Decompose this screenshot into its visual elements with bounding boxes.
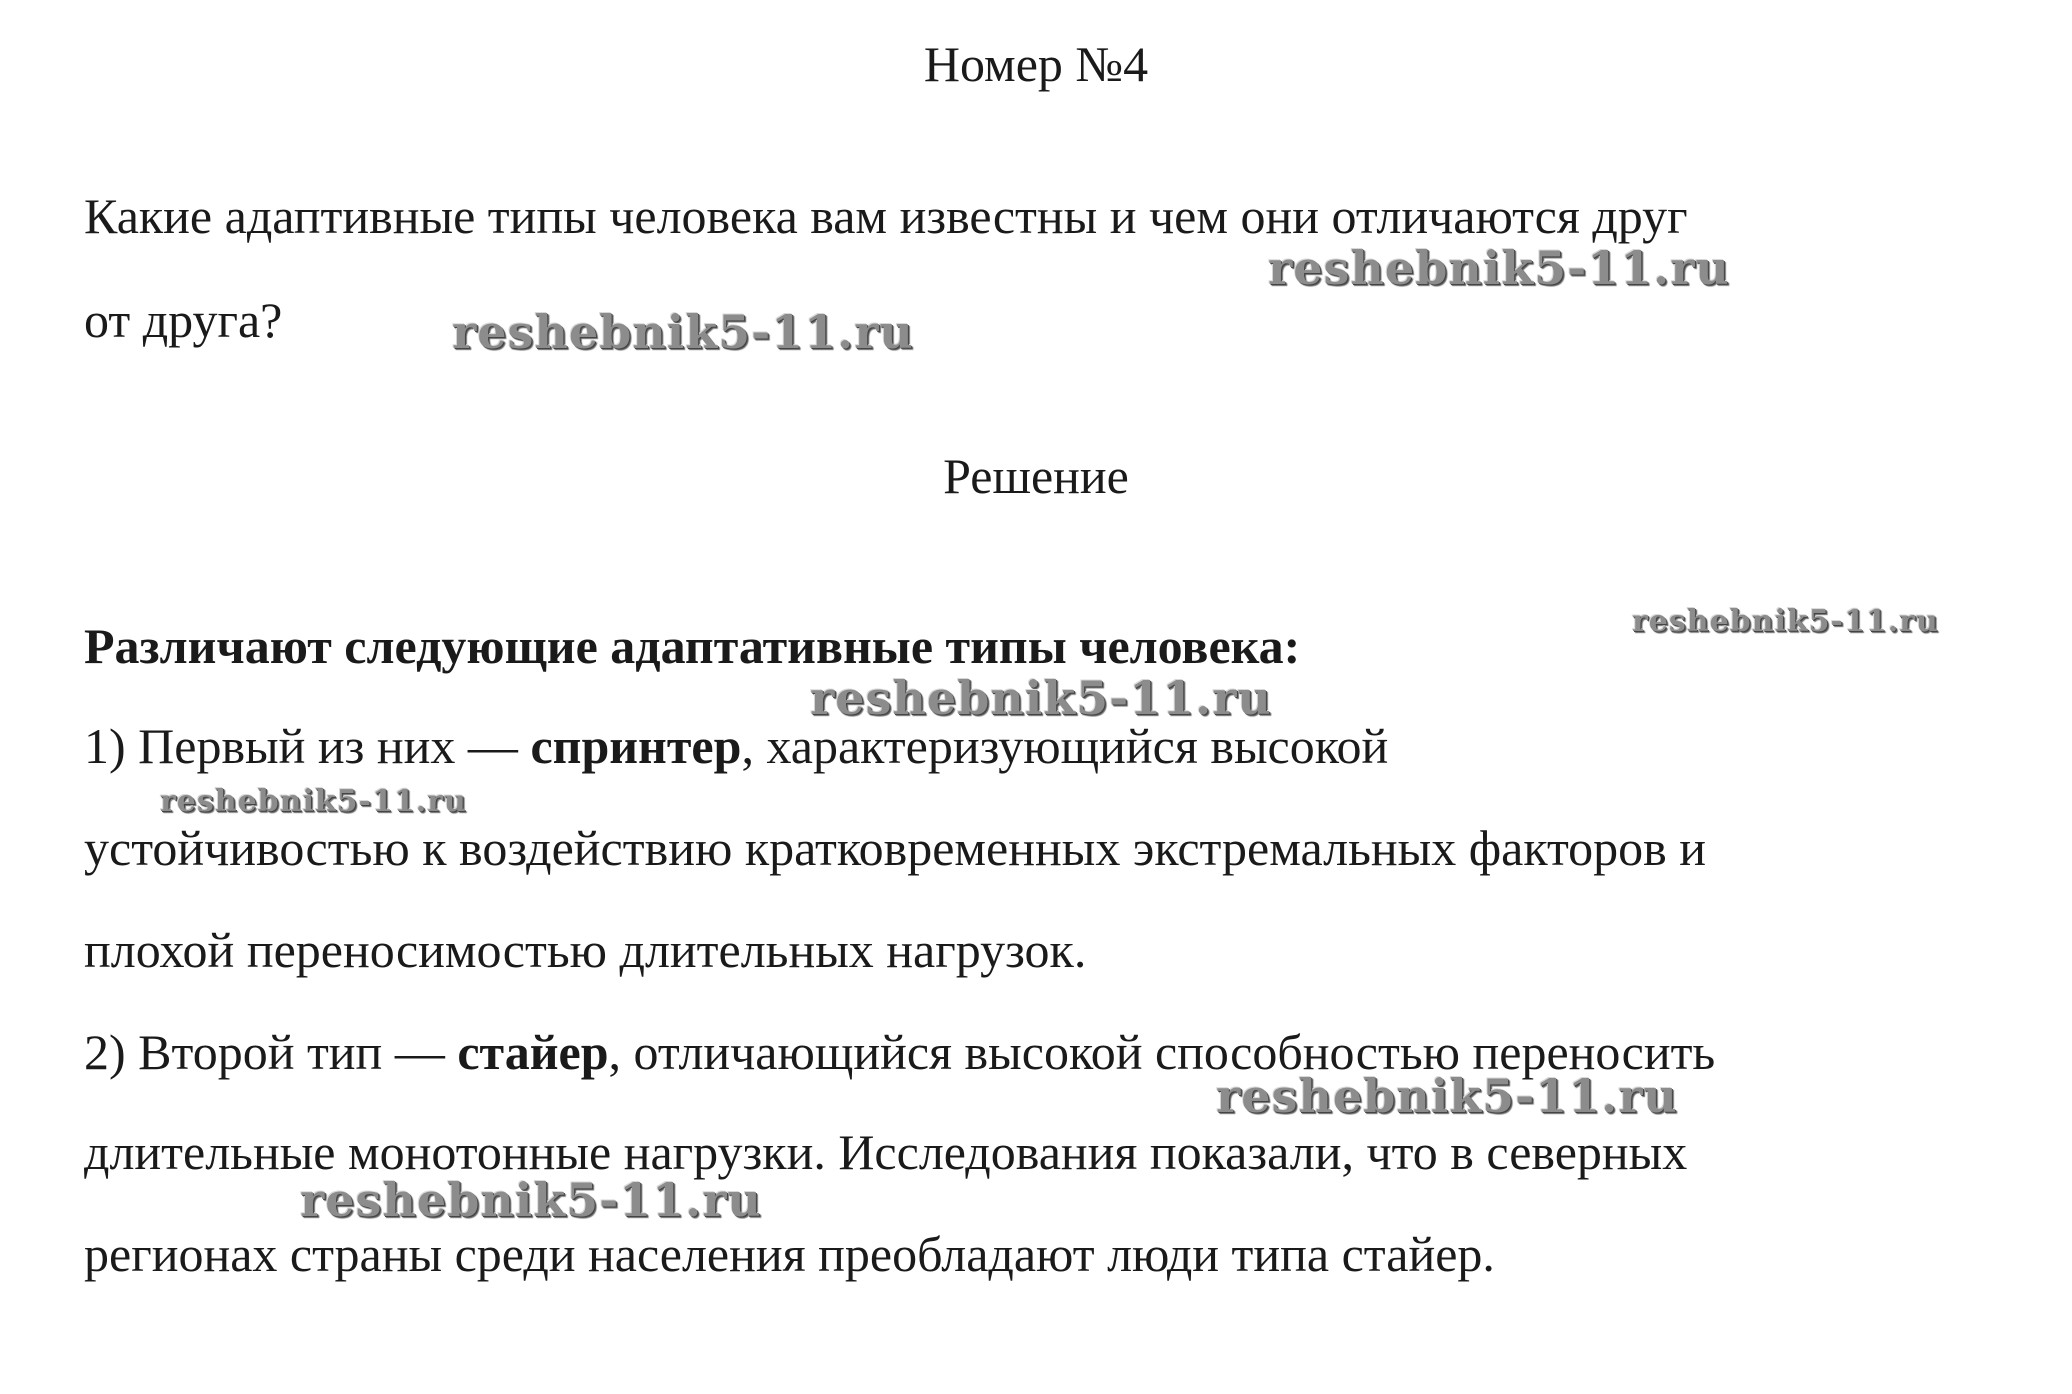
item-1-line-3: плохой переносимостью длительных нагрузок. bbox=[84, 922, 1087, 978]
watermark: reshebnik5-11.ru bbox=[160, 784, 467, 819]
watermark: reshebnik5-11.ru bbox=[300, 1173, 762, 1227]
watermark: reshebnik5-11.ru bbox=[1216, 1069, 1678, 1123]
watermark: reshebnik5-11.ru bbox=[1632, 604, 1939, 639]
item-1-term: спринтер bbox=[530, 718, 742, 774]
solution-intro: Различают следующие адаптативные типы человека: bbox=[84, 618, 1301, 674]
item-1-line-1 bbox=[84, 716, 1388, 776]
watermark: reshebnik5-11.ru bbox=[810, 671, 1272, 725]
item-1-line-2: устойчивостью к воздействию кратковременных экстремальных факторов и bbox=[84, 820, 1707, 876]
item-2-prefix: 2) Второй тип — bbox=[84, 1024, 458, 1080]
item-2-term: стайер bbox=[457, 1024, 609, 1080]
item-1-prefix: 1) Первый из них — bbox=[84, 718, 531, 774]
question-line-1: Какие адаптивные типы человека вам известны и чем они отличаются друг bbox=[84, 188, 1688, 244]
solution-heading: Решение bbox=[943, 448, 1129, 504]
page-title: Номер №4 bbox=[923, 36, 1149, 92]
item-1-suffix: , характеризующийся высокой bbox=[741, 718, 1389, 774]
item-2-line-3: регионах страны среди населения преобладают люди типа стайер. bbox=[84, 1226, 1495, 1282]
question-line-2: от друга? bbox=[84, 292, 283, 348]
item-2-suffix: , отличающийся высокой способностью переносить bbox=[608, 1024, 1716, 1080]
watermark: reshebnik5-11.ru bbox=[1268, 241, 1730, 295]
item-2-line-2: длительные монотонные нагрузки. Исследования показали, что в северных bbox=[84, 1124, 1688, 1180]
watermark: reshebnik5-11.ru bbox=[452, 305, 914, 359]
